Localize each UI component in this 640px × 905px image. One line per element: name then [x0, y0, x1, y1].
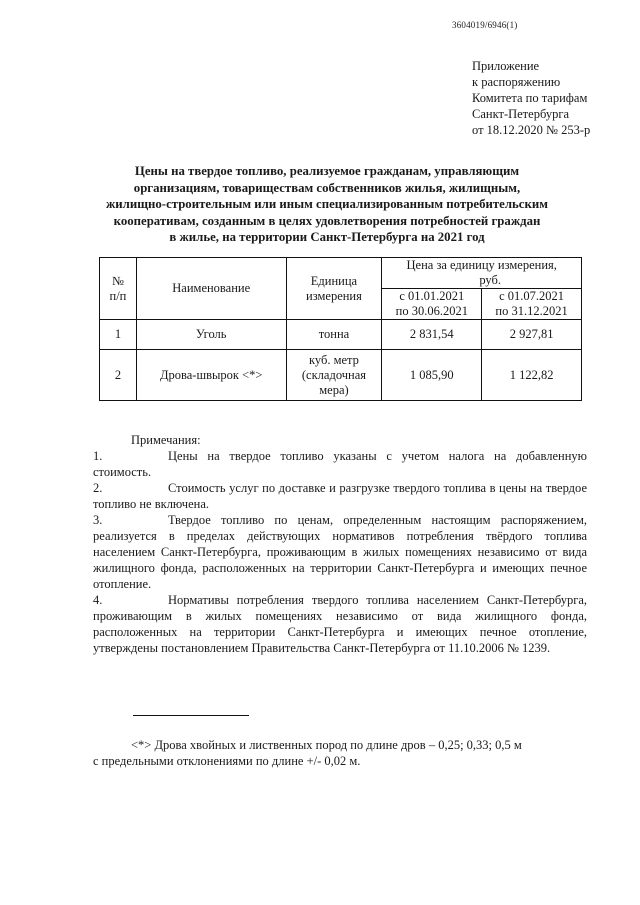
footnote-divider — [133, 715, 249, 716]
appendix-line: Приложение — [472, 59, 540, 73]
row-name: Дрова-швырок <*> — [136, 350, 286, 401]
note-text: Нормативы потребления твердого топлива населением Санкт-Петербурга, проживающим в жилых помещениях независимо от вида жилищного фонда, расположенных на территории Санкт-Петербурга и имеющих печное отопление, утверждены постановлением Правительства Санкт-Петербурга от 11.10.2006 № 1239. — [93, 593, 587, 655]
header-name: Наименование — [136, 258, 286, 320]
row-name: Уголь — [136, 320, 286, 350]
title-line: кооперативам, созданным в целях удовлетворения потребностей граждан — [113, 213, 541, 228]
appendix-line: Комитета по тарифам — [472, 91, 588, 105]
row-price-1: 2 831,54 — [382, 320, 482, 350]
note-text: Твердое топливо по ценам, определенным настоящим распоряжением, реализуется в пределах действующих нормативов потребления твёрдого топлива населением Санкт-Петербурга, проживающим в жилых помещениях независимо от вида жилищного фонда, расположенных на территории Санкт-Петербурга и имеющих печное отопление. — [93, 513, 587, 591]
appendix-line: Санкт-Петербурга — [472, 107, 570, 121]
title-line: организациям, товариществам собственников жилья, жилищным, — [133, 180, 521, 195]
footnote-line: <*> Дрова хвойных и лиственных пород по длине дров – 0,25; 0,33; 0,5 м — [131, 738, 522, 752]
note-number: 2. — [93, 481, 103, 495]
footnote-line: с предельными отклонениями по длине +/- 0,02 м. — [93, 754, 361, 768]
price-table — [99, 257, 582, 401]
table-row — [100, 350, 582, 401]
note-number: 4. — [93, 593, 103, 607]
notes-section — [93, 432, 587, 656]
header-period-1: с 01.01.2021 по 30.06.2021 — [382, 289, 482, 320]
title-line: Цены на твердое топливо, реализуемое гражданам, управляющим — [134, 164, 520, 178]
appendix-line: к распоряжению — [472, 75, 561, 89]
row-price-1: 1 085,90 — [382, 350, 482, 401]
note-item — [93, 480, 587, 512]
header-price: Цена за единицу измерения, руб. — [382, 258, 582, 289]
row-price-2: 1 122,82 — [482, 350, 582, 401]
row-num: 2 — [100, 350, 137, 401]
table-row — [100, 320, 582, 350]
row-unit: тонна — [286, 320, 382, 350]
note-number: 1. — [93, 449, 103, 463]
header-unit: Единица измерения — [286, 258, 382, 320]
row-price-2: 2 927,81 — [482, 320, 582, 350]
row-unit: куб. метр (складочная мера) — [286, 350, 382, 401]
note-item — [93, 448, 587, 480]
document-title — [92, 163, 562, 246]
title-line: жилищно-строительным или иным специализированным потребительским — [106, 197, 548, 211]
note-item — [93, 512, 587, 592]
title-line: в жилье, на территории Санкт-Петербурга на 2021 год — [169, 230, 485, 244]
row-num: 1 — [100, 320, 137, 350]
header-period-2: с 01.07.2021 по 31.12.2021 — [482, 289, 582, 320]
note-item — [93, 592, 587, 656]
table-header-row — [100, 258, 582, 289]
document-id: 3604019/6946(1) — [452, 20, 518, 30]
note-text: Цены на твердое топливо указаны с учетом налога на добавленную стоимость. — [93, 449, 587, 479]
note-number: 3. — [93, 513, 103, 527]
notes-heading: Примечания: — [131, 433, 201, 447]
footnote — [93, 737, 587, 769]
appendix-line: от 18.12.2020 № 253-р — [472, 123, 591, 137]
header-num: № п/п — [100, 258, 137, 320]
note-text: Стоимость услуг по доставке и разгрузке твердого топлива в цены на твердое топливо не включена. — [93, 481, 587, 511]
appendix-block — [472, 58, 590, 138]
